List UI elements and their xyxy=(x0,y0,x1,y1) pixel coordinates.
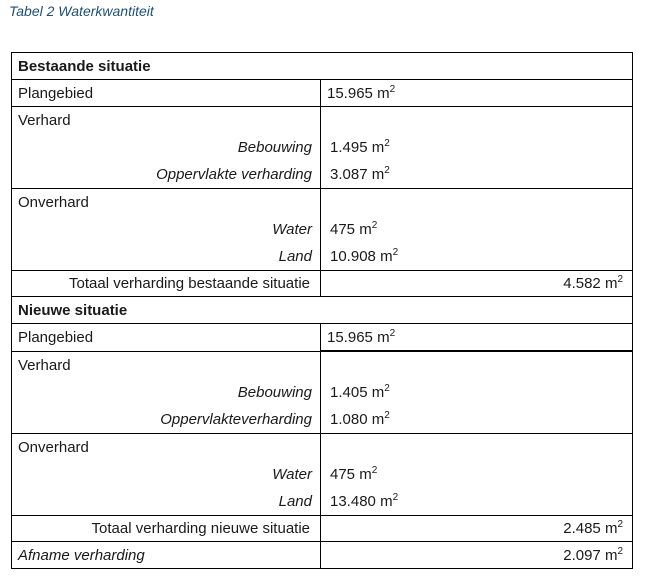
row-label: Plangebied xyxy=(12,324,321,352)
group-labels xyxy=(12,107,321,189)
section-header-bestaand xyxy=(12,53,633,80)
group-onverhard xyxy=(12,189,633,271)
total-row xyxy=(12,271,633,297)
row-label: Plangebied xyxy=(12,80,321,107)
sub-value: 475 $m^2$ xyxy=(330,220,378,238)
sub-value: 1.080 $m^2$ xyxy=(330,410,390,428)
section-title: Bestaande situatie xyxy=(12,53,633,80)
row-value: 15.965 $m^2$ xyxy=(321,80,633,107)
group-title: Onverhard xyxy=(18,439,89,456)
sub-label: Bebouwing xyxy=(237,139,312,156)
section-header-nieuw xyxy=(12,297,633,324)
group-title: Verhard xyxy=(18,112,71,129)
table-caption: Tabel 2 Waterkwantiteit xyxy=(9,3,154,19)
sub-value: 3.087 $m^2$ xyxy=(330,165,390,183)
sub-value: 10.908 $m^2$ xyxy=(330,247,399,265)
group-title: Onverhard xyxy=(18,194,89,211)
group-onverhard xyxy=(12,434,633,516)
row-value: 15.965 $m^2$ xyxy=(321,324,633,352)
afname-value: 2.097 $m^2$ xyxy=(321,542,633,569)
total-label: Totaal verharding bestaande situatie xyxy=(12,271,321,297)
sub-value: 1.405 $m^2$ xyxy=(330,383,390,401)
afname-label: Afname verharding xyxy=(12,542,321,569)
sub-label: Land xyxy=(278,248,312,265)
group-labels xyxy=(12,351,321,434)
group-values xyxy=(321,434,633,516)
sub-label: Water xyxy=(272,221,312,238)
group-title: Verhard xyxy=(18,356,71,374)
group-verhard xyxy=(12,107,633,189)
waterkwantiteit-table xyxy=(11,52,633,569)
group-values xyxy=(321,351,633,434)
sub-label: Bebouwing xyxy=(237,383,312,401)
group-labels xyxy=(12,189,321,271)
table-row xyxy=(12,324,633,352)
sub-value: 1.495 $m^2$ xyxy=(330,138,390,156)
sub-label: Water xyxy=(272,466,312,483)
sub-value: 13.480 $m^2$ xyxy=(330,492,399,510)
sub-label: Oppervlakte verharding xyxy=(156,166,312,183)
sub-label: Oppervlakteverharding xyxy=(160,410,312,428)
group-values xyxy=(321,107,633,189)
sub-label: Land xyxy=(278,493,312,510)
section-title: Nieuwe situatie xyxy=(12,297,633,324)
group-verhard xyxy=(12,351,633,434)
group-labels xyxy=(12,434,321,516)
total-label: Totaal verharding nieuwe situatie xyxy=(12,516,321,542)
total-row xyxy=(12,516,633,542)
sub-value: 475 $m^2$ xyxy=(330,465,378,483)
afname-row xyxy=(12,542,633,569)
group-values xyxy=(321,189,633,271)
table-row xyxy=(12,80,633,107)
total-value: 4.582 $m^2$ xyxy=(321,271,633,297)
total-value: 2.485 $m^2$ xyxy=(321,516,633,542)
